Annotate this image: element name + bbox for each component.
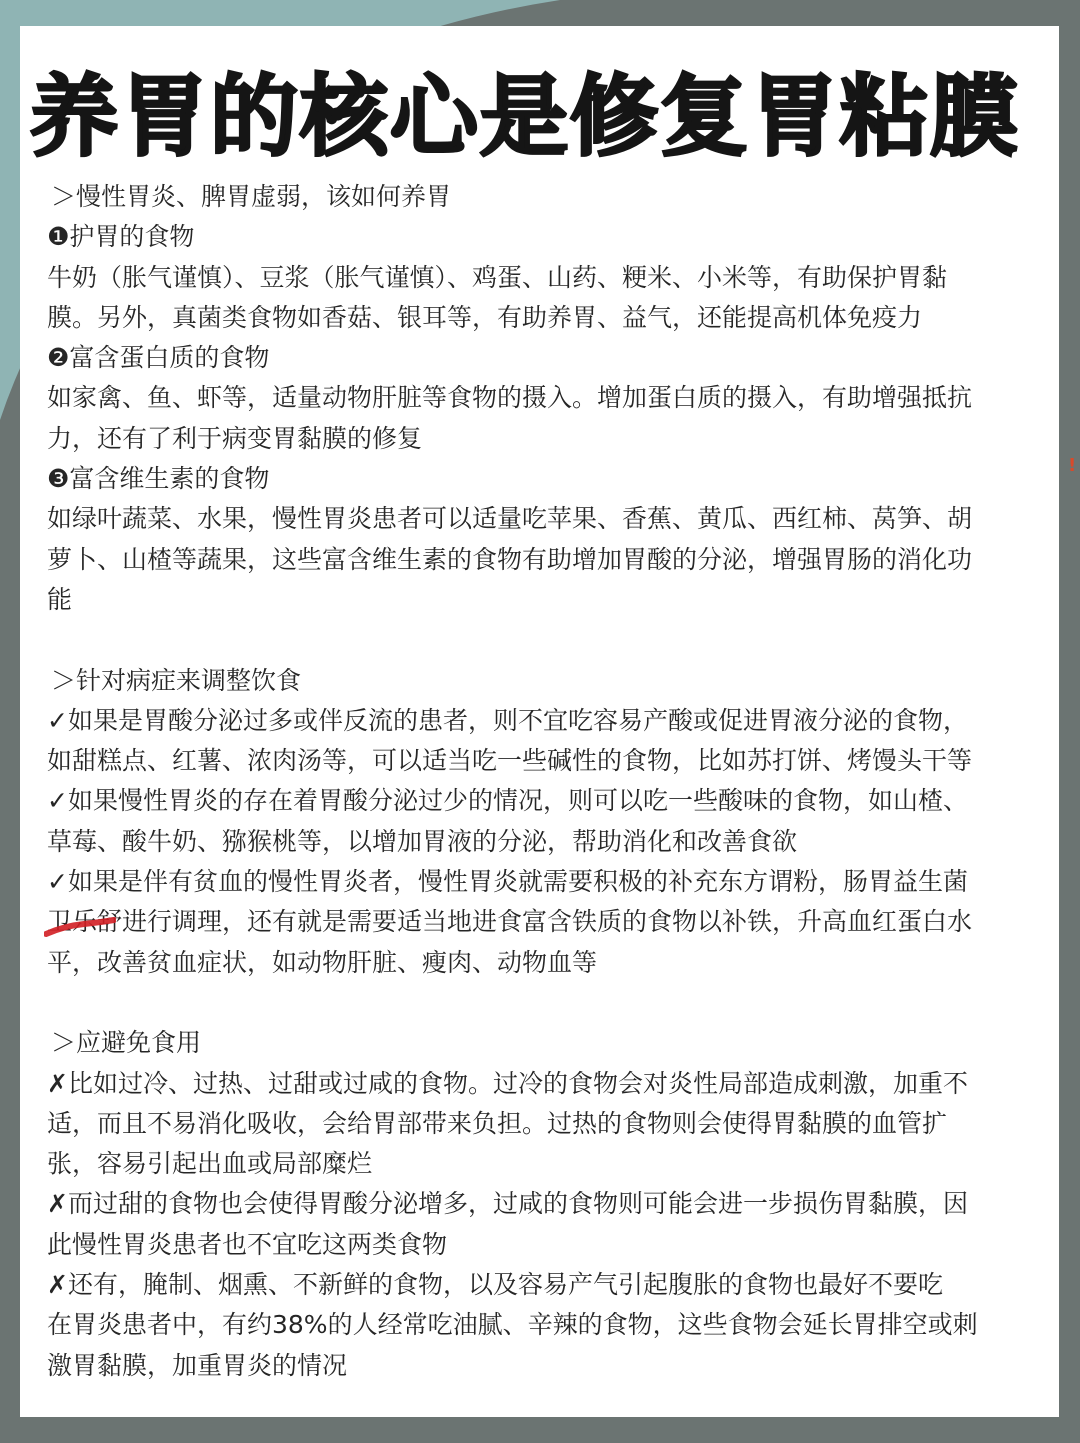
paragraph-line: ✓如果是伴有贫血的慢性胃炎者，慢性胃炎就需要积极的补充东方谓粉，肠胃益生菌 (47, 867, 968, 897)
section-heading-care: ＞慢性胃炎、脾胃虚弱，该如何养胃 (51, 182, 452, 211)
paragraph-line: ✓如果是胃酸分泌过多或伴反流的患者，则不宜吃容易产酸或促进胃液分泌的食物， (47, 705, 968, 735)
paragraph-line: ✗而过甜的食物也会使得胃酸分泌增多，过咸的食物则可能会进一步损伤胃黏膜，因 (47, 1189, 968, 1219)
paragraph-line: 萝卜、山楂等蔬果，这些富含维生素的食物有助增加胃酸的分泌，增强胃肠的消化功 (47, 544, 973, 574)
paragraph-line: 适，而且不易消化吸收，会给胃部带来负担。过热的食物则会使得胃黏膜的血管扩 (47, 1108, 948, 1138)
decorative-dash-mark: ! (1068, 455, 1077, 476)
section-spacer (47, 620, 1037, 660)
article-body (47, 177, 1037, 1386)
item-label: ❸富含维生素的食物 (47, 464, 270, 494)
paragraph-line: 在胃炎患者中，有约38%的人经常吃油腻、辛辣的食物，这些食物会延长胃排空或刺 (47, 1310, 978, 1340)
paragraph-line: ✓如果慢性胃炎的存在着胃酸分泌过少的情况，则可以吃一些酸味的食物，如山楂、 (47, 786, 968, 816)
paragraph-line: 如绿叶蔬菜、水果，慢性胃炎患者可以适量吃苹果、香蕉、黄瓜、西红柿、莴笋、胡 (47, 504, 973, 534)
red-highlight-stroke (44, 912, 116, 942)
item-label: ❶护胃的食物 (47, 222, 195, 252)
paragraph-line: 平，改善贫血症状，如动物肝脏、瘦肉、动物血等 (47, 947, 598, 977)
paragraph-line: 能 (47, 584, 73, 614)
page-title: 养胃的核心是修复胃粘膜 (30, 65, 1021, 168)
item-label: ❷富含蛋白质的食物 (47, 343, 270, 373)
paragraph-line: 张，容易引起出血或局部糜烂 (47, 1149, 373, 1179)
paragraph-line: 力，还有了利于病变胃黏膜的修复 (47, 423, 423, 453)
section-heading-adjust-diet: ＞针对病症来调整饮食 (51, 665, 302, 695)
paragraph-line: 膜。另外，真菌类食物如香菇、银耳等，有助养胃、益气，还能提高机体免疫力 (47, 302, 923, 332)
paragraph-line: 如家禽、鱼、虾等，适量动物肝脏等食物的摄入。增加蛋白质的摄入，有助增强抵抗 (47, 383, 973, 413)
paragraph-line: 草莓、酸牛奶、猕猴桃等，以增加胃液的分泌，帮助消化和改善食欲 (47, 826, 798, 856)
paragraph-line: 此慢性胃炎患者也不宜吃这两类食物 (47, 1229, 448, 1259)
paragraph-line: 激胃黏膜，加重胃炎的情况 (47, 1350, 348, 1380)
paragraph-line: ✗还有，腌制、烟熏、不新鲜的食物，以及容易产气引起腹胀的食物也最好不要吃 (47, 1270, 943, 1300)
section-heading-avoid: ＞应避免食用 (51, 1028, 202, 1058)
paragraph-line: 卫乐舒进行调理，还有就是需要适当地进食富含铁质的食物以补铁，升高血红蛋白水 (47, 907, 973, 937)
paragraph-line: 牛奶（胀气谨慎）、豆浆（胀气谨慎）、鸡蛋、山药、粳米、小米等，有助保护胃黏 (47, 262, 948, 292)
paragraph-line: 如甜糕点、红薯、浓肉汤等，可以适当吃一些碱性的食物，比如苏打饼、烤馒头干等 (47, 746, 973, 776)
section-spacer (47, 983, 1037, 1023)
paragraph-line: ✗比如过冷、过热、过甜或过咸的食物。过冷的食物会对炎性局部造成刺激，加重不 (47, 1068, 968, 1098)
